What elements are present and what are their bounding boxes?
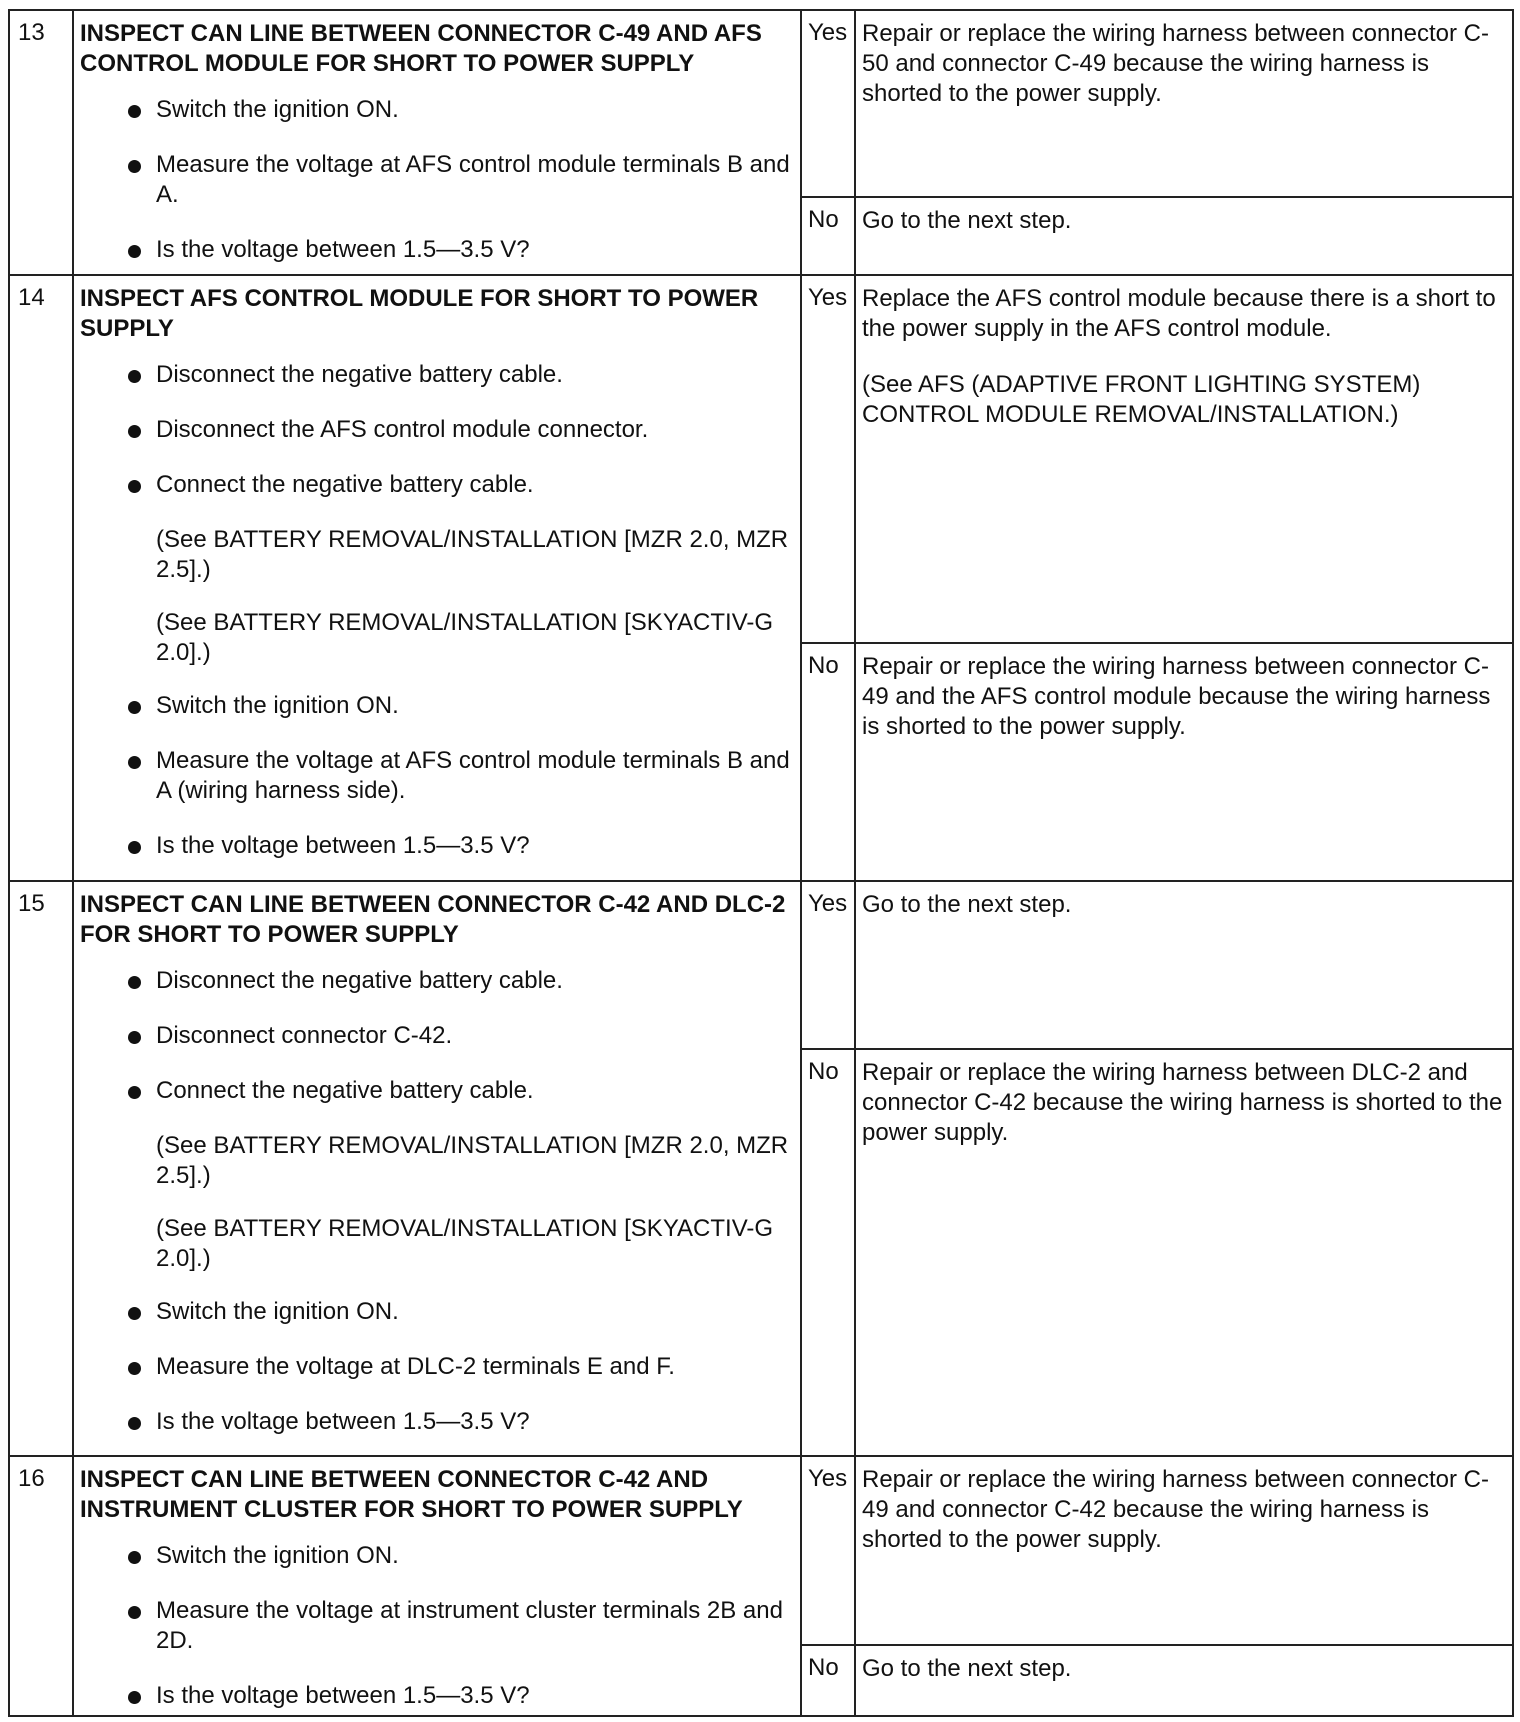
step-number: 15 [8,880,74,1457]
step-title: INSPECT AFS CONTROL MODULE FOR SHORT TO POWER SUPPLY [80,285,759,342]
reference-note: (See BATTERY REMOVAL/INSTALLATION [MZR 2.0, MZR 2.5].) [156,1132,789,1189]
reference-note: (See BATTERY REMOVAL/INSTALLATION [SKYACTIV-G 2.0].) [156,609,774,666]
table-row-step-14 [8,274,1514,882]
no-result: Repair or replace the wiring harness between DLC-2 and connector C-42 because the wiring harness is shorted to the power supply. [854,1048,1514,1457]
step-procedure [72,274,802,882]
list-item: Is the voltage between 1.5—3.5 V? [80,1681,800,1711]
step-procedure [72,9,802,276]
step-number: 14 [8,274,74,882]
reference-note: (See BATTERY REMOVAL/INSTALLATION [SKYACTIV-G 2.0].) [156,1215,774,1272]
list-item: Disconnect the negative battery cable. [80,966,800,996]
no-result: Repair or replace the wiring harness between connector C-49 and the AFS control module because the wiring harness is shorted to the power supply. [854,642,1514,882]
table-row-step-15 [8,880,1514,1457]
yes-result: Repair or replace the wiring harness between connector C-49 and connector C-42 because the wiring harness is shorted to the power supply. [854,1455,1514,1646]
list-item: Switch the ignition ON. [80,95,800,125]
step-number: 13 [8,9,74,276]
step-number: 16 [8,1455,74,1717]
step-procedure [72,1455,802,1717]
yes-result: Replace the AFS control module because there is a short to the power supply in the AFS control module. (See AFS (ADAPTIVE FRONT LIGHTING SYSTEM) CONTROL MODULE REMOVAL/INSTALLATION.) [854,274,1514,644]
list-item: Is the voltage between 1.5—3.5 V? [80,1407,800,1437]
yes-result: Go to the next step. [854,880,1514,1050]
no-result: Go to the next step. [854,196,1514,276]
no-result: Go to the next step. [854,1644,1514,1717]
step-procedure [72,880,802,1457]
list-item: Disconnect the negative battery cable. [80,360,800,390]
table-row-step-16 [8,1455,1514,1717]
list-item: Disconnect connector C-42. [80,1021,800,1051]
yes-label: Yes [800,880,856,1050]
no-label: No [800,196,856,276]
list-item: Switch the ignition ON. [80,691,800,721]
list-item: Switch the ignition ON. [80,1541,800,1571]
list-item: Is the voltage between 1.5—3.5 V? [80,235,800,265]
list-item: Measure the voltage at AFS control module terminals B and A (wiring harness side). [80,746,800,806]
list-item: Measure the voltage at instrument cluster terminals 2B and 2D. [80,1596,800,1656]
reference-note: (See AFS (ADAPTIVE FRONT LIGHTING SYSTEM) CONTROL MODULE REMOVAL/INSTALLATION.) [862,371,1421,428]
no-label: No [800,1048,856,1457]
no-label: No [800,642,856,882]
yes-label: Yes [800,1455,856,1646]
reference-note: (See BATTERY REMOVAL/INSTALLATION [MZR 2.0, MZR 2.5].) [156,526,789,583]
yes-result: Repair or replace the wiring harness between connector C-50 and connector C-49 because the wiring harness is shorted to the power supply. [854,9,1514,198]
list-item: Measure the voltage at AFS control module terminals B and A. [80,150,800,210]
step-title: INSPECT CAN LINE BETWEEN CONNECTOR C-42 AND DLC-2 FOR SHORT TO POWER SUPPLY [80,891,786,948]
list-item: Connect the negative battery cable. [80,470,800,500]
step-title: INSPECT CAN LINE BETWEEN CONNECTOR C-49 AND AFS CONTROL MODULE FOR SHORT TO POWER SUPPLY [80,20,762,77]
yes-label: Yes [800,274,856,644]
list-item: Disconnect the AFS control module connector. [80,415,800,445]
step-title: INSPECT CAN LINE BETWEEN CONNECTOR C-42 AND INSTRUMENT CLUSTER FOR SHORT TO POWER SUPPLY [80,1466,743,1523]
table-row-step-13 [8,9,1514,276]
list-item: Switch the ignition ON. [80,1297,800,1327]
list-item: Connect the negative battery cable. [80,1076,800,1106]
list-item: Is the voltage between 1.5—3.5 V? [80,831,800,861]
list-item: Measure the voltage at DLC-2 terminals E and F. [80,1352,800,1382]
yes-label: Yes [800,9,856,198]
no-label: No [800,1644,856,1717]
